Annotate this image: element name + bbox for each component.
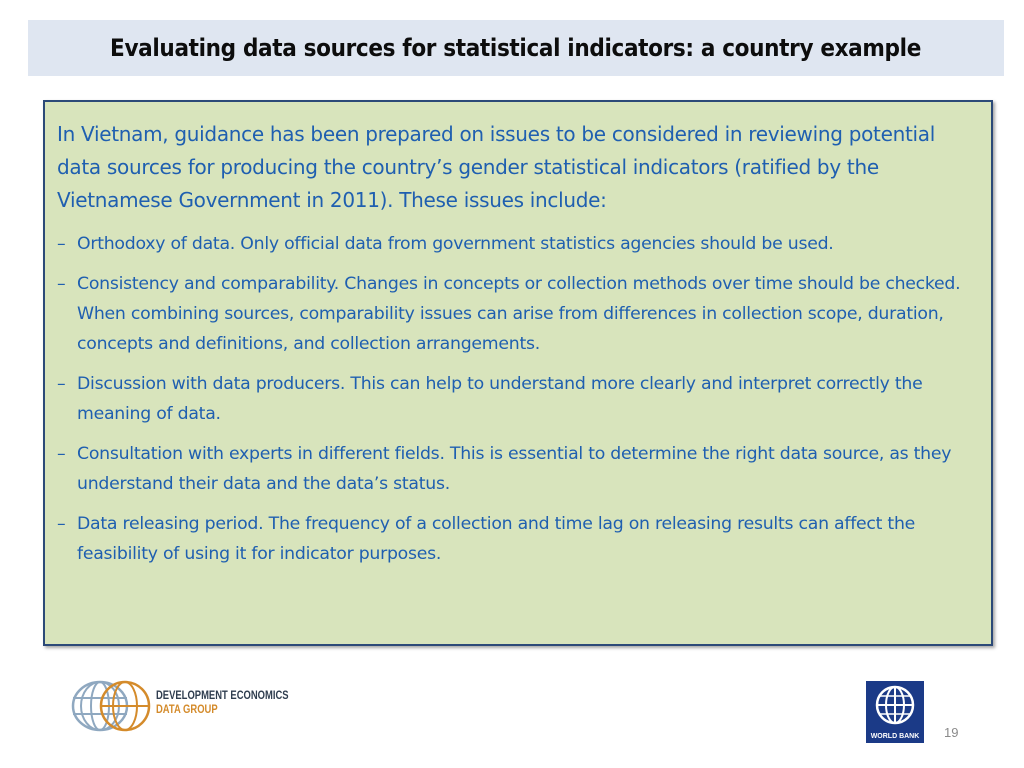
issue-text: Consultation with experts in different fields. This is essential to determine the right data source, as they understand their data and the data’s status. xyxy=(77,444,952,494)
issue-text: Discussion with data producers. This can help to understand more clearly and interpret correctly the meaning of data. xyxy=(77,374,923,424)
logo-text-line2: DATA GROUP xyxy=(156,704,218,716)
issue-item-4 xyxy=(57,439,977,499)
bullet-dash: – xyxy=(57,274,66,294)
content-box xyxy=(43,100,993,646)
bullet-dash: – xyxy=(57,374,66,394)
issue-item-3 xyxy=(57,369,977,429)
world-bank-globe-icon xyxy=(866,681,924,729)
intro-paragraph: In Vietnam, guidance has been prepared on issues to be considered in reviewing potential data sources for producing the country’s gender statistical indicators (ratified by the Vietnamese Government in 2011). These issues include: xyxy=(57,122,935,212)
issue-item-5 xyxy=(57,509,977,569)
issues-list xyxy=(57,229,977,569)
bullet-dash: – xyxy=(57,234,66,254)
issue-text: Data releasing period. The frequency of a collection and time lag on releasing results can affect the feasibility of using it for indicator purposes. xyxy=(77,514,916,564)
development-economics-data-group-logo xyxy=(70,676,310,736)
slide-title: Evaluating data sources for statistical indicators: a country example xyxy=(110,34,922,62)
issue-text: Orthodoxy of data. Only official data from government statistics agencies should be used. xyxy=(77,234,834,254)
globe-rings-logo-icon xyxy=(70,676,154,736)
issue-text: Consistency and comparability. Changes in concepts or collection methods over time should be checked. When combining sources, comparability issues can arise from differences in collection scope, duration, concepts and definitions, and collection arrangements. xyxy=(77,274,961,354)
logo-text-line1: DEVELOPMENT ECONOMICS xyxy=(156,690,289,702)
world-bank-logo xyxy=(866,681,924,743)
bullet-dash: – xyxy=(57,444,66,464)
issue-item-1 xyxy=(57,229,977,259)
page-number: 19 xyxy=(944,725,959,740)
world-bank-label: WORLD BANK xyxy=(870,733,920,740)
title-bar xyxy=(28,20,1004,76)
bullet-dash: – xyxy=(57,514,66,534)
issue-item-2 xyxy=(57,269,977,359)
